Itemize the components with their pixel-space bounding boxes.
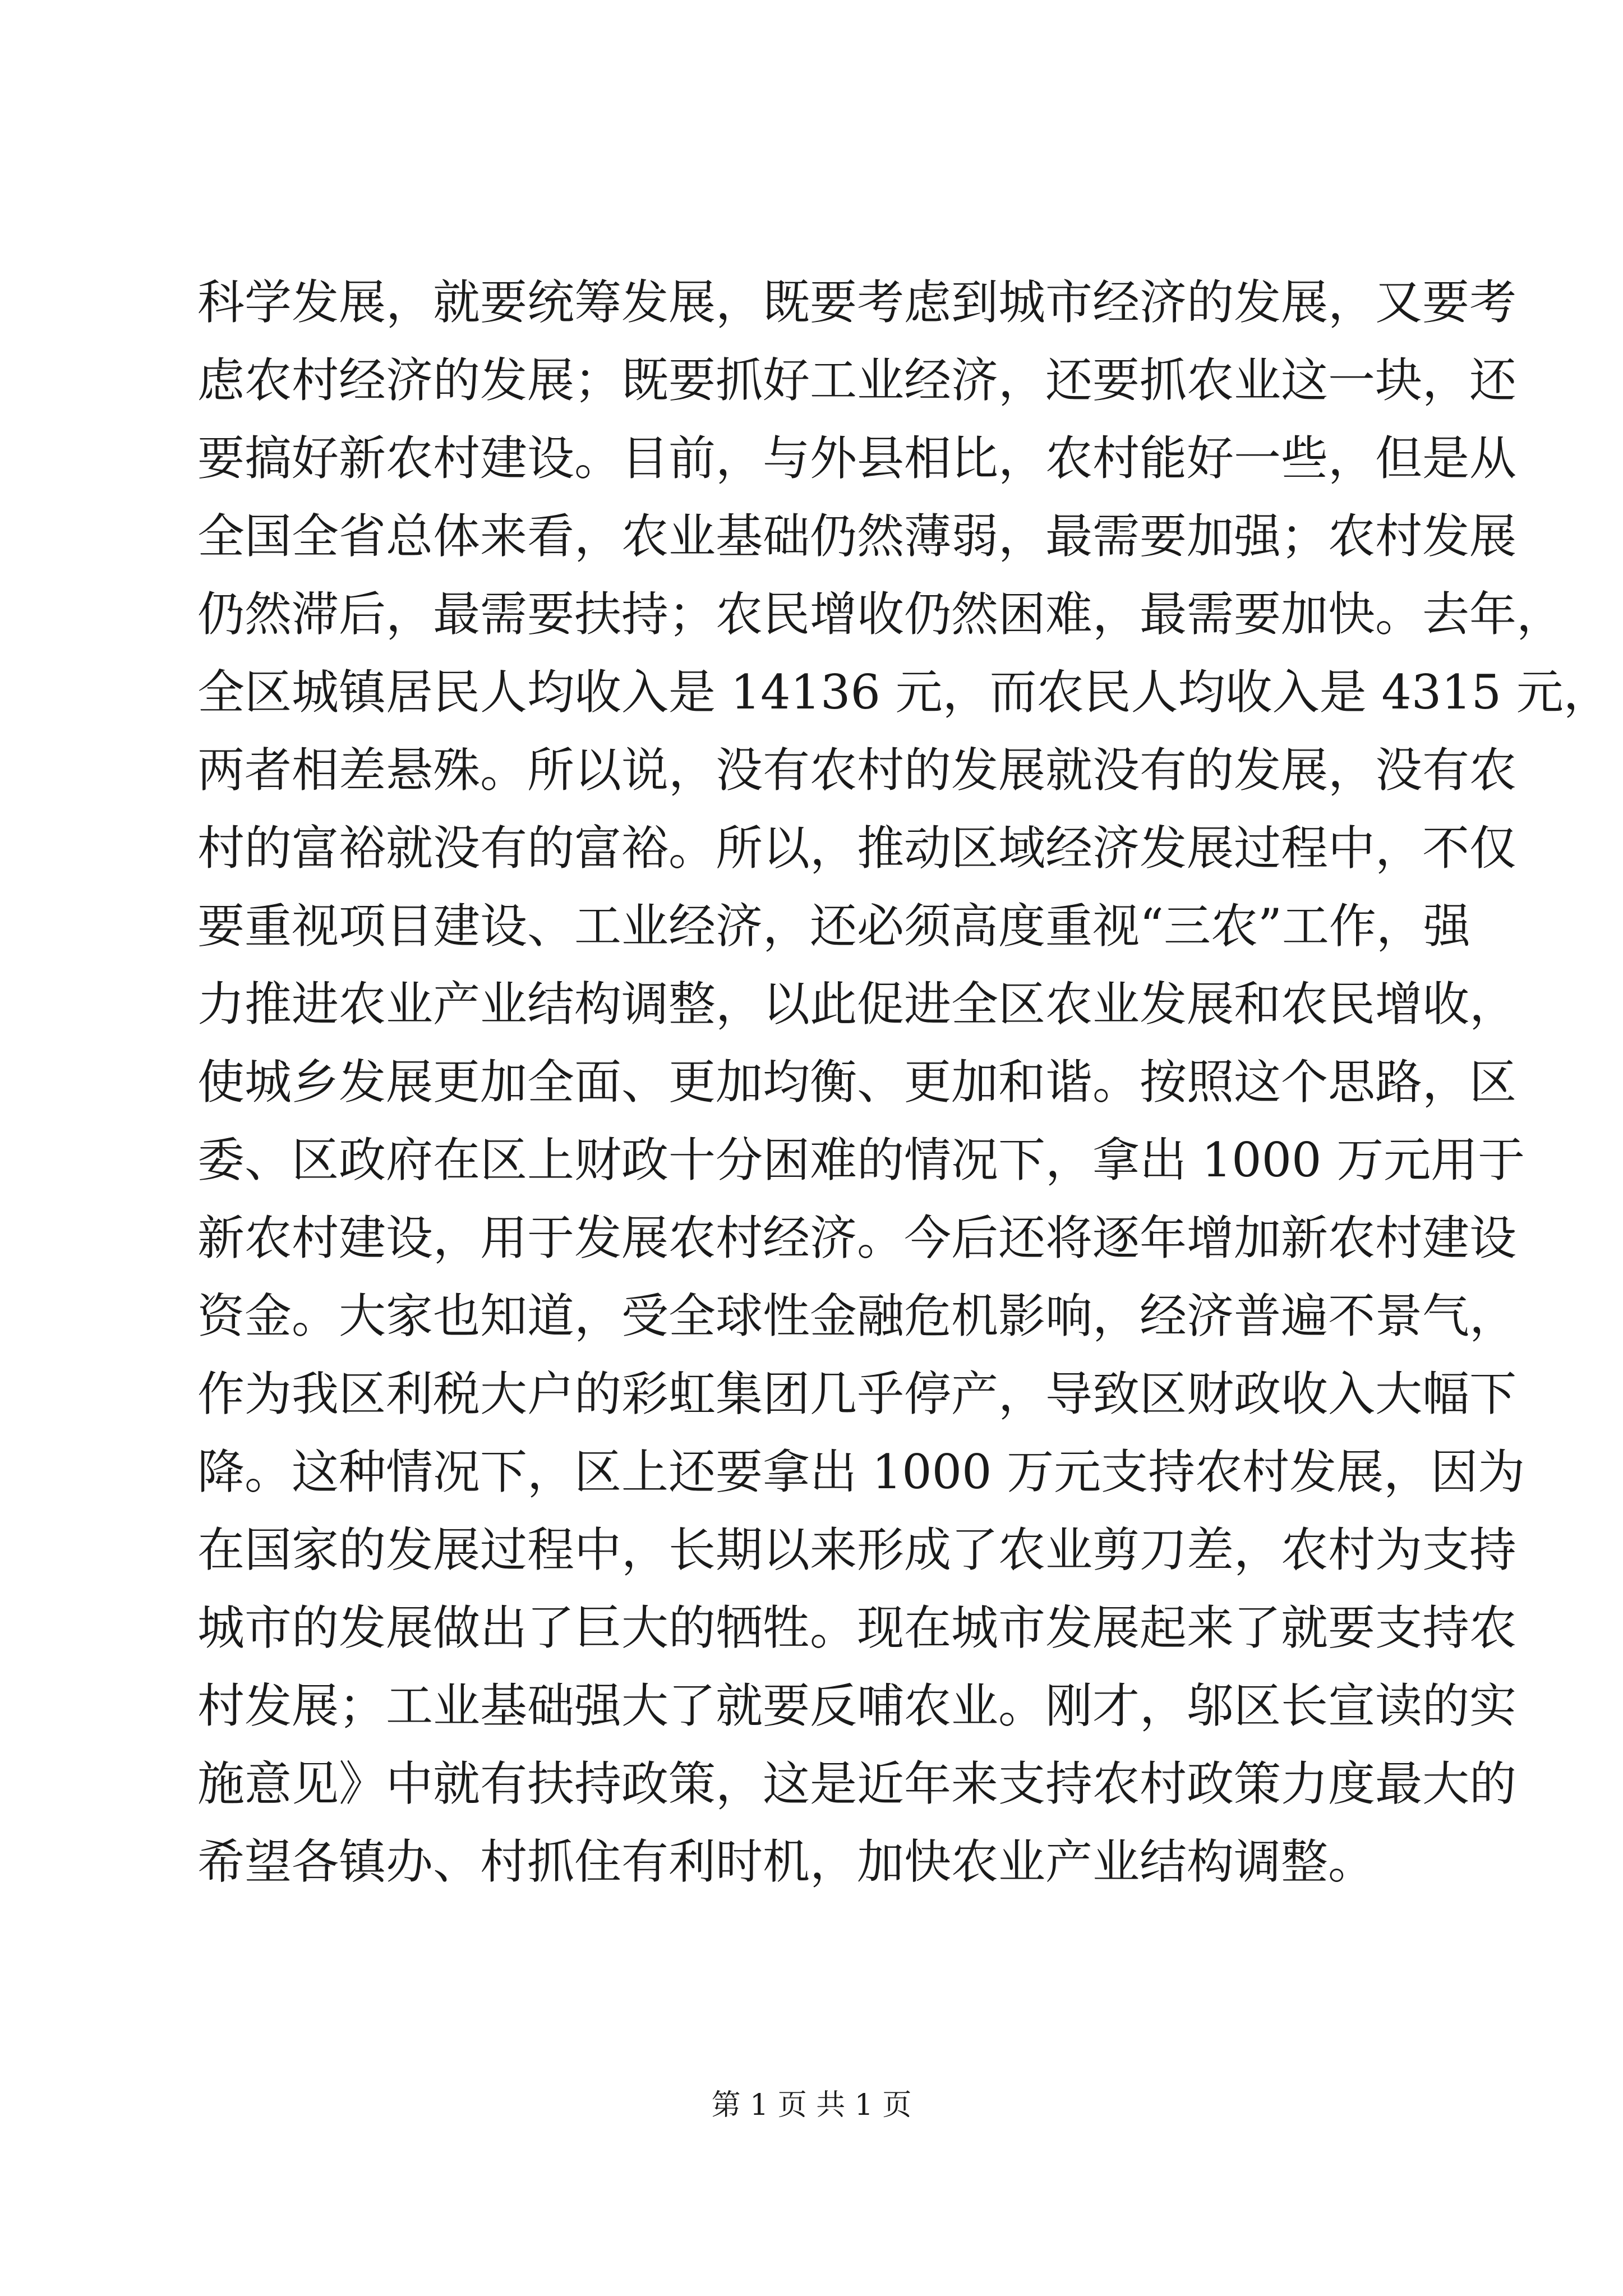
text-line: 科学发展，就要统筹发展，既要考虑到城市经济的发展，又要考 <box>197 275 1517 330</box>
text-line: 两者相差悬殊。所以说，没有农村的发展就没有的发展，没有农 <box>197 743 1517 798</box>
text-line: 村发展；工业基础强大了就要反哺农业。刚才，邬区长宣读的实 <box>197 1678 1517 1733</box>
text-line: 在国家的发展过程中，长期以来形成了农业剪刀差，农村为支持 <box>197 1522 1517 1577</box>
text-line: 村的富裕就没有的富裕。所以，推动区域经济发展过程中，不仅 <box>197 821 1517 876</box>
text-line: 要重视项目建设、工业经济，还必须高度重视“三农”工作，强 <box>197 899 1470 954</box>
body-paragraph <box>197 264 1611 1901</box>
page-number-footer: 第 1 页 共 1 页 <box>711 2088 912 2122</box>
text-line: 降。这种情况下，区上还要拿出 1000 万元支持农村发展，因为 <box>197 1444 1525 1499</box>
text-line: 使城乡发展更加全面、更加均衡、更加和谐。按照这个思路，区 <box>197 1055 1517 1110</box>
text-line: 委、区政府在区上财政十分困难的情况下，拿出 1000 万元用于 <box>197 1133 1525 1188</box>
text-line: 城市的发展做出了巨大的牺牲。现在城市发展起来了就要支持农 <box>197 1600 1517 1655</box>
text-line: 新农村建设，用于发展农村经济。今后还将逐年增加新农村建设 <box>197 1211 1517 1266</box>
text-line: 资金。大家也知道，受全球性金融危机影响，经济普遍不景气， <box>197 1289 1517 1343</box>
text-line: 力推进农业产业结构调整，以此促进全区农业发展和农民增收， <box>197 977 1517 1032</box>
text-line: 仍然滞后，最需要扶持；农民增收仍然困难，最需要加快。去年， <box>197 587 1564 642</box>
text-line: 全国全省总体来看，农业基础仍然薄弱，最需要加强；农村发展 <box>197 509 1517 564</box>
text-line: 要搞好新农村建设。目前，与外县相比，农村能好一些，但是从 <box>197 431 1517 486</box>
text-line: 全区城镇居民人均收入是 14136 元，而农民人均收入是 4315 元， <box>197 665 1611 720</box>
text-line: 施意见》中就有扶持政策，这是近年来支持农村政策力度最大的 <box>197 1756 1517 1811</box>
text-line: 作为我区利税大户的彩虹集团几乎停产，导致区财政收入大幅下 <box>197 1366 1517 1421</box>
text-line: 虑农村经济的发展；既要抓好工业经济，还要抓农业这一块，还 <box>197 353 1517 408</box>
text-line: 希望各镇办、村抓住有利时机，加快农业产业结构调整。 <box>197 1834 1376 1889</box>
